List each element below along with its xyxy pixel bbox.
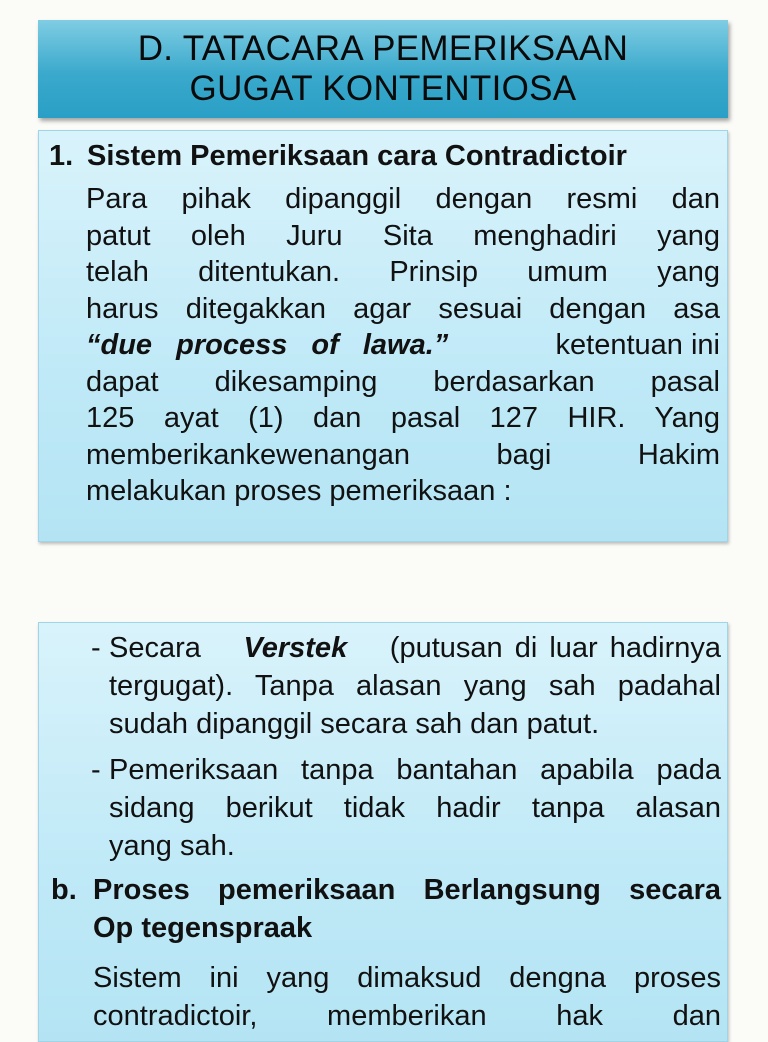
bullet-dash: - xyxy=(91,754,101,786)
section-heading-text: Sistem Pemeriksaan cara Contradictoir xyxy=(87,140,627,172)
verstek-term: Verstek xyxy=(243,632,348,664)
subsection-heading-line: Op tegenspraak xyxy=(93,912,313,944)
paragraph-line: telah ditentukan. Prinsip umum yang xyxy=(86,256,720,288)
subsection-heading-line: Proses pemeriksaan Berlangsung secara xyxy=(93,874,721,906)
bullet-line xyxy=(109,629,721,667)
bullet-line: tergugat). Tanpa alasan yang sah padahal xyxy=(109,670,721,702)
paragraph-line: memberikankewenangan bagi Hakim xyxy=(86,438,720,471)
bullet-line-rest: (putusan di luar hadirnya xyxy=(389,632,721,664)
bullet-line: sidang berikut tidak hadir tanpa alasan xyxy=(109,792,721,824)
paragraph-line: harus ditegakkan agar sesuai dengan asa xyxy=(86,292,720,325)
bullet-tanpa-bantahan xyxy=(91,751,721,865)
paragraph-line: Para pihak dipanggil dengan resmi dan xyxy=(86,183,720,215)
paragraph-line: 125 ayat (1) dan pasal 127 HIR. Yang xyxy=(86,402,720,434)
section-number: 1. xyxy=(49,140,74,172)
paragraph-line: melakukan proses pemeriksaan : xyxy=(86,475,512,507)
slide-title-banner xyxy=(38,20,728,118)
paragraph-line: patut oleh Juru Sita menghadiri yang xyxy=(86,219,720,252)
subsection-letter: b. xyxy=(51,874,77,906)
subsection-body-line: contradictoir, memberikan hak dan xyxy=(93,1000,721,1032)
paragraph-line-tail: ketentuan ini xyxy=(555,329,720,361)
due-process-emphasis: “due process of lawa.” xyxy=(86,329,449,361)
section-paragraph xyxy=(86,181,720,510)
slide-title-line-1: D. TATACARA PEMERIKSAAN xyxy=(137,29,629,68)
bullet-line: sudah dipanggil secara sah dan patut. xyxy=(109,708,600,740)
bullet-verstek xyxy=(91,629,721,743)
content-panel-procedures xyxy=(38,622,728,1042)
subsection-b-heading xyxy=(51,871,721,947)
subsection-body-line: Sistem ini yang dimaksud dengna proses xyxy=(93,962,721,994)
slide-title-line-2: GUGAT KONTENTIOSA xyxy=(189,69,577,108)
bullet-prefix: Secara xyxy=(109,632,201,664)
section-heading xyxy=(49,139,627,173)
paragraph-line: dapat dikesamping berdasarkan pasal xyxy=(86,365,720,398)
content-panel-contradictoir xyxy=(38,130,728,542)
bullet-line: Pemeriksaan tanpa bantahan apabila pada xyxy=(109,754,721,786)
bullet-dash: - xyxy=(91,632,101,664)
bullet-line: yang sah. xyxy=(109,830,235,862)
paragraph-line-emphasis xyxy=(86,327,720,364)
